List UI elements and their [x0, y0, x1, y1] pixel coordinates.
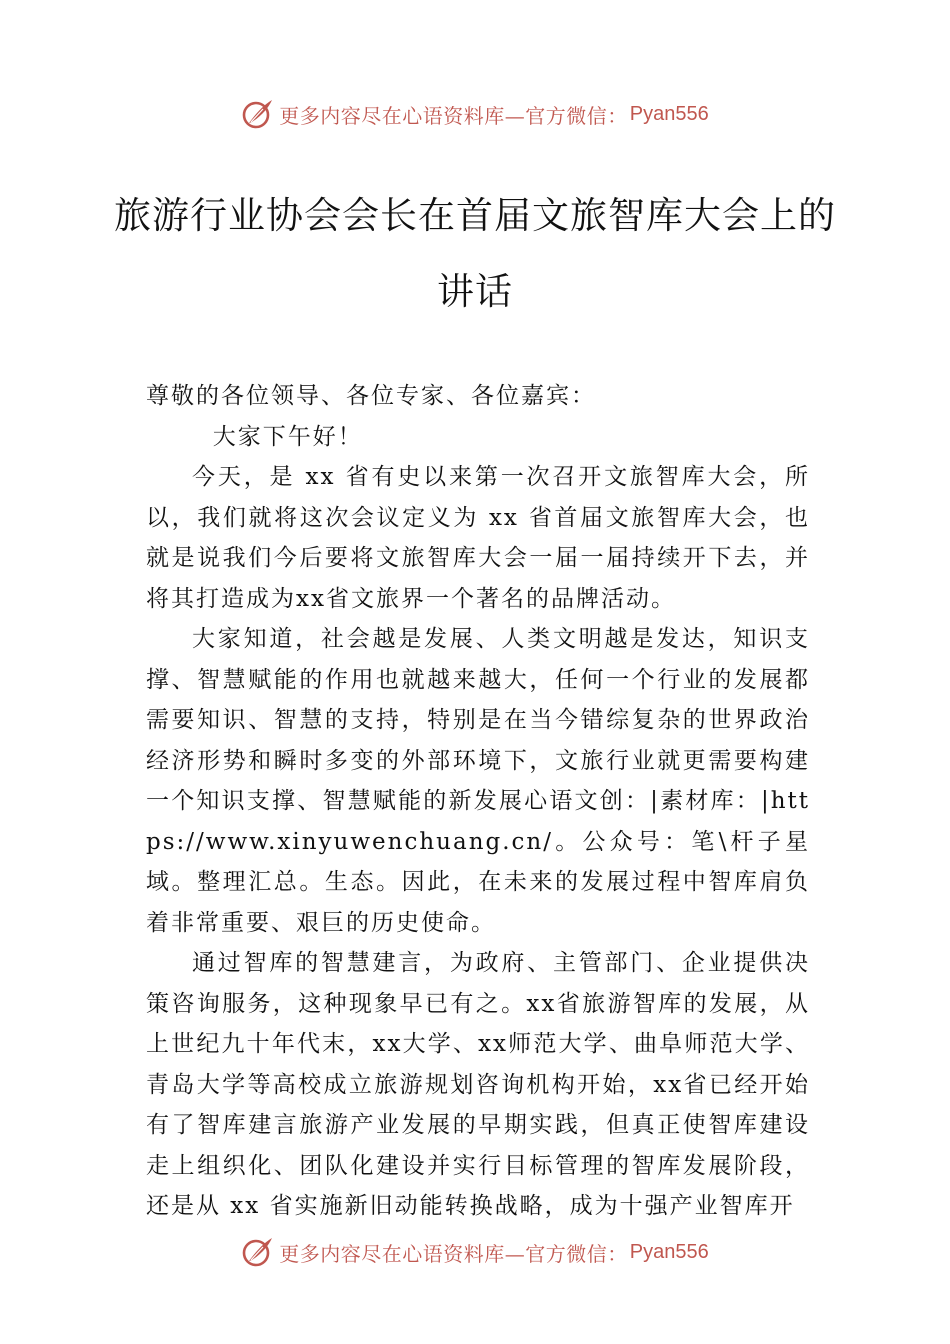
document-title: 旅游行业协会会长在首届文旅智库大会上的讲话: [114, 194, 836, 313]
feather-pen-logo-icon: [241, 97, 275, 131]
footer-watermark: [0, 1232, 950, 1272]
header-watermark: [0, 94, 950, 134]
greeting: 大家下午好！: [212, 423, 363, 450]
document-body: [146, 376, 810, 1227]
paragraph: 大家知道，社会越是发展、人类文明越是发达，知识支撑、智慧赋能的作用也就越来越大，任何一个行业的发展都需要知识、智慧的支持，特别是在当今错综复杂的世界政治经济形势和瞬时多变的外部环境下，文旅行业就更需要构建一个知识支撑、智慧赋能的新发展心语文创：|素材库：|https://www.xinyuwenchuang.cn/。公众号：笔\杆子星域。整理汇总。生态。因此，在未来的发展过程中智库肩负着非常重要、艰巨的历史使命。: [146, 626, 810, 936]
watermark-account: Pyan556: [629, 1240, 709, 1263]
feather-pen-logo-icon: [241, 1235, 275, 1269]
paragraph: 通过智库的智慧建言，为政府、主管部门、企业提供决策咨询服务，这种现象早已有之。xx省旅游智库的发展，从上世纪九十年代末，xx大学、xx师范大学、曲阜师范大学、青岛大学等高校成立旅游规划咨询机构开始，xx省已经开始有了智库建言旅游产业发展的早期实践，但真正使智库建设走上组织化、团队化建设并实行目标管理的智库发展阶段， 还是从 xx 省实施新旧动能转换战略，成为十强产业智库开: [146, 950, 810, 1219]
watermark-account: Pyan556: [629, 102, 709, 125]
watermark-text: 更多内容尽在心语资料库—官方微信：: [279, 1241, 628, 1266]
salutation: 尊敬的各位领导、各位专家、各位嘉宾：: [146, 383, 596, 409]
paragraph: 今天，是 xx 省有史以来第一次召开文旅智库大会，所以，我们就将这次会议定义为 xx 省首届文旅智库大会，也就是说我们今后要将文旅智库大会一届一届持续开下去，并将其打造成为xx省文旅界一个著名的品牌活动。: [146, 464, 810, 612]
watermark-text: 更多内容尽在心语资料库—官方微信：: [279, 103, 628, 128]
